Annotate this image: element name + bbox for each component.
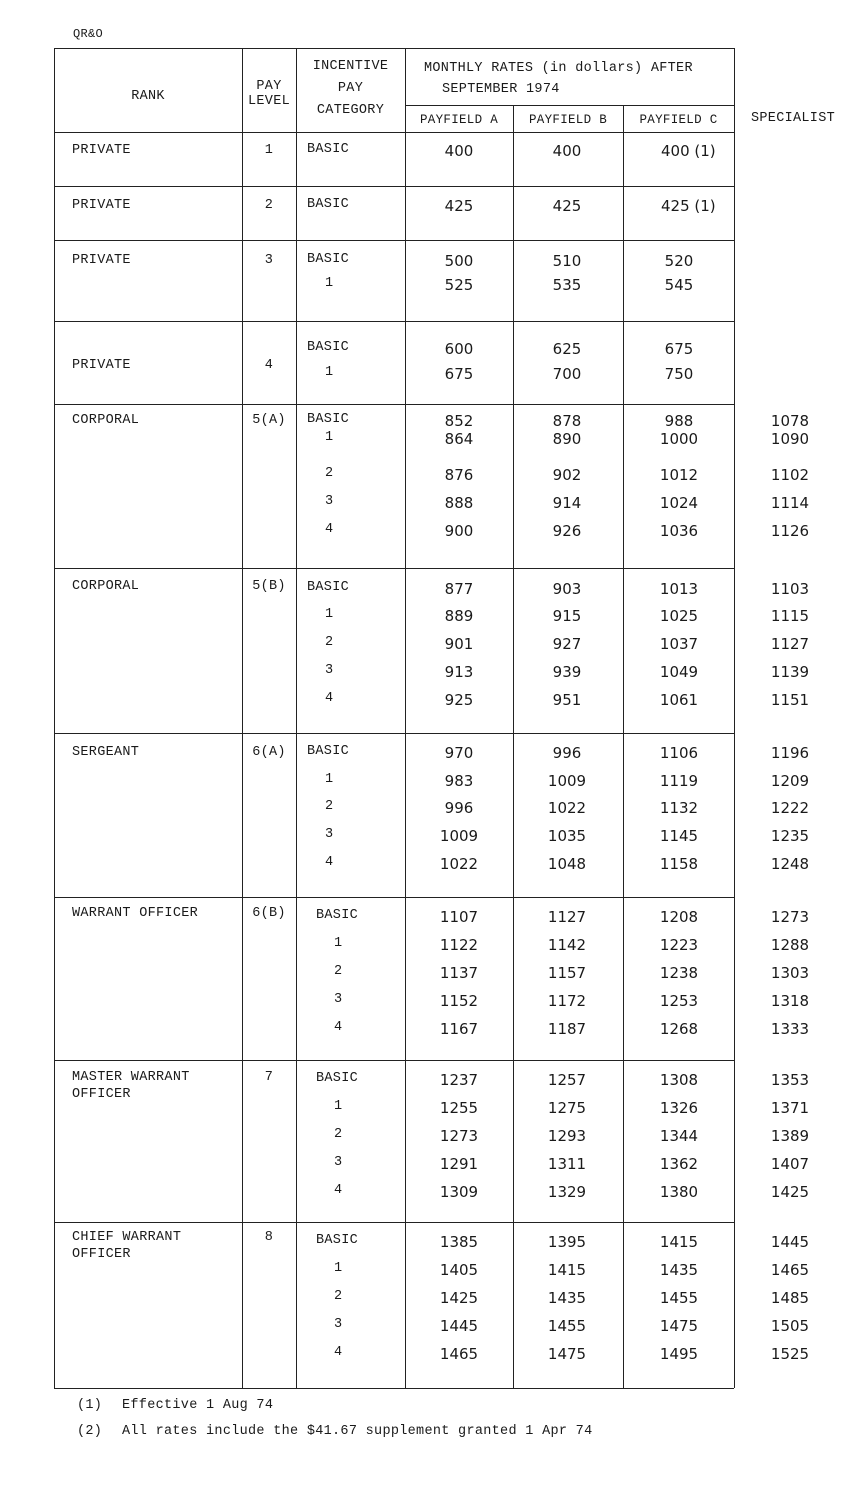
specialist-value: 1235 bbox=[770, 827, 810, 845]
incentive-category: 1 bbox=[325, 430, 334, 445]
rank-label: SERGEANT bbox=[72, 745, 140, 760]
payfield-a-value: 400 bbox=[444, 142, 474, 160]
payfield-a-value: 864 bbox=[444, 430, 474, 448]
payfield-a-value: 525 bbox=[444, 276, 474, 294]
column-divider-payfield-a bbox=[513, 105, 514, 1388]
payfield-c-value: 1013 bbox=[659, 580, 699, 598]
payfield-b-value: 425 bbox=[552, 197, 582, 215]
incentive-category: 1 bbox=[325, 772, 334, 787]
incentive-category: 3 bbox=[325, 663, 334, 678]
footnote-mark: (2) bbox=[77, 1424, 103, 1439]
payfield-a-value: 877 bbox=[444, 580, 474, 598]
payfield-b-value: 914 bbox=[552, 494, 582, 512]
specialist-value: 1151 bbox=[770, 691, 810, 709]
payfield-a-value: 1152 bbox=[439, 992, 479, 1010]
payfield-b-value: 700 bbox=[552, 365, 582, 383]
payfield-c-value: 1025 bbox=[659, 607, 699, 625]
rank-label: CHIEF WARRANT bbox=[72, 1230, 182, 1245]
payfield-c-value: 1495 bbox=[659, 1345, 699, 1363]
pay-level: 8 bbox=[264, 1230, 274, 1245]
payfield-a-value: 1122 bbox=[439, 936, 479, 954]
incentive-category: 2 bbox=[325, 635, 334, 650]
payfield-a-value: 1022 bbox=[439, 855, 479, 873]
payfield-a-value: 1385 bbox=[439, 1233, 479, 1251]
row-separator bbox=[54, 1222, 734, 1223]
row-separator bbox=[54, 321, 734, 322]
payfield-c-value: 1012 bbox=[659, 466, 699, 484]
header-monthly-rates: MONTHLY RATES (in dollars) AFTER bbox=[424, 61, 693, 76]
specialist-value: 1303 bbox=[770, 964, 810, 982]
incentive-category: 3 bbox=[325, 494, 334, 509]
payfield-a-value: 600 bbox=[444, 340, 474, 358]
incentive-category: 2 bbox=[325, 466, 334, 481]
payfield-b-value: 902 bbox=[552, 466, 582, 484]
header-payfield-b: PAYFIELD B bbox=[528, 113, 607, 127]
payfield-c-value: 1119 bbox=[659, 772, 699, 790]
incentive-category: 2 bbox=[334, 1289, 343, 1304]
payfield-a-value: 901 bbox=[444, 635, 474, 653]
payfield-a-value: 876 bbox=[444, 466, 474, 484]
specialist-value: 1126 bbox=[770, 522, 810, 540]
rank-label: CORPORAL bbox=[72, 413, 140, 428]
incentive-category: 3 bbox=[334, 992, 343, 1007]
header-pay-level-line: PAY bbox=[256, 79, 282, 94]
payfield-a-value: 1107 bbox=[439, 908, 479, 926]
incentive-category: 3 bbox=[334, 1317, 343, 1332]
row-separator bbox=[54, 1388, 734, 1389]
payfield-b-value: 878 bbox=[552, 412, 582, 430]
doc-ref: QR&O bbox=[73, 27, 104, 41]
payfield-b-value: 1035 bbox=[547, 827, 587, 845]
specialist-value: 1425 bbox=[770, 1183, 810, 1201]
incentive-category: 1 bbox=[325, 607, 334, 622]
pay-level: 5(B) bbox=[252, 579, 286, 594]
payfield-a-value: 1237 bbox=[439, 1071, 479, 1089]
specialist-value: 1209 bbox=[770, 772, 810, 790]
payfield-b-value: 1329 bbox=[547, 1183, 587, 1201]
payfield-a-value: 983 bbox=[444, 772, 474, 790]
payfield-b-value: 1293 bbox=[547, 1127, 587, 1145]
specialist-value: 1103 bbox=[770, 580, 810, 598]
specialist-value: 1389 bbox=[770, 1127, 810, 1145]
payfield-a-value: 1291 bbox=[439, 1155, 479, 1173]
payfield-c-value: 1132 bbox=[659, 799, 699, 817]
specialist-value: 1445 bbox=[770, 1233, 810, 1251]
rank-label: PRIVATE bbox=[72, 198, 131, 213]
rank-label: CORPORAL bbox=[72, 579, 140, 594]
pay-level: 6(B) bbox=[252, 906, 286, 921]
payfield-c-value: 545 bbox=[664, 276, 694, 294]
payfield-b-value: 1127 bbox=[547, 908, 587, 926]
payfield-b-value: 625 bbox=[552, 340, 582, 358]
payfield-b-value: 400 bbox=[552, 142, 582, 160]
rank-label: MASTER WARRANT bbox=[72, 1070, 190, 1085]
specialist-value: 1371 bbox=[770, 1099, 810, 1117]
specialist-value: 1115 bbox=[770, 607, 810, 625]
row-separator bbox=[54, 240, 734, 241]
specialist-value: 1505 bbox=[770, 1317, 810, 1335]
incentive-category: 4 bbox=[325, 855, 334, 870]
incentive-category: BASIC bbox=[307, 142, 350, 157]
payfield-c-value: 750 bbox=[664, 365, 694, 383]
specialist-value: 1465 bbox=[770, 1261, 810, 1279]
incentive-category: 1 bbox=[334, 1099, 343, 1114]
payfield-c-value: 1326 bbox=[659, 1099, 699, 1117]
specialist-value: 1353 bbox=[770, 1071, 810, 1089]
pay-level: 1 bbox=[264, 143, 274, 158]
rank-label: OFFICER bbox=[72, 1247, 131, 1262]
specialist-value: 1139 bbox=[770, 663, 810, 681]
payfield-b-value: 915 bbox=[552, 607, 582, 625]
payfield-b-value: 939 bbox=[552, 663, 582, 681]
payfield-c-value: 1024 bbox=[659, 494, 699, 512]
rank-label: PRIVATE bbox=[72, 143, 131, 158]
payfield-b-value: 951 bbox=[552, 691, 582, 709]
payfield-a-value: 888 bbox=[444, 494, 474, 512]
payfield-b-value: 1187 bbox=[547, 1020, 587, 1038]
header-specialist: SPECIALIST bbox=[751, 111, 836, 126]
payfield-c-value: 400 (1) bbox=[661, 142, 716, 160]
incentive-category: 4 bbox=[325, 522, 334, 537]
payfield-b-value: 1395 bbox=[547, 1233, 587, 1251]
payfield-c-value: 1455 bbox=[659, 1289, 699, 1307]
payfield-b-value: 1142 bbox=[547, 936, 587, 954]
specialist-value: 1407 bbox=[770, 1155, 810, 1173]
pay-level: 5(A) bbox=[252, 413, 286, 428]
payfield-a-value: 1255 bbox=[439, 1099, 479, 1117]
payfield-a-value: 1137 bbox=[439, 964, 479, 982]
payfield-c-value: 1158 bbox=[659, 855, 699, 873]
row-separator bbox=[54, 733, 734, 734]
incentive-category: 1 bbox=[325, 365, 334, 380]
specialist-value: 1273 bbox=[770, 908, 810, 926]
payfield-a-value: 852 bbox=[444, 412, 474, 430]
payfield-c-value: 1000 bbox=[659, 430, 699, 448]
payfield-c-value: 425 (1) bbox=[661, 197, 716, 215]
payfield-c-value: 520 bbox=[664, 252, 694, 270]
row-separator bbox=[54, 568, 734, 569]
rank-label: WARRANT OFFICER bbox=[72, 906, 199, 921]
payfield-c-value: 1037 bbox=[659, 635, 699, 653]
footnote-text: Effective 1 Aug 74 bbox=[122, 1398, 274, 1413]
payfield-c-value: 1208 bbox=[659, 908, 699, 926]
specialist-value: 1485 bbox=[770, 1289, 810, 1307]
payfield-c-value: 1238 bbox=[659, 964, 699, 982]
payfield-a-value: 889 bbox=[444, 607, 474, 625]
payfield-b-value: 510 bbox=[552, 252, 582, 270]
header-pay-level-line: LEVEL bbox=[247, 94, 290, 109]
specialist-value: 1102 bbox=[770, 466, 810, 484]
payfield-c-value: 1049 bbox=[659, 663, 699, 681]
payfield-c-value: 1475 bbox=[659, 1317, 699, 1335]
header-monthly-rates: SEPTEMBER 1974 bbox=[442, 82, 560, 97]
table-right-border bbox=[734, 48, 735, 1388]
incentive-category: BASIC bbox=[307, 580, 350, 595]
payfield-b-value: 535 bbox=[552, 276, 582, 294]
payfield-b-value: 1257 bbox=[547, 1071, 587, 1089]
incentive-category: 4 bbox=[334, 1020, 343, 1035]
payfield-c-value: 1036 bbox=[659, 522, 699, 540]
payfield-b-value: 903 bbox=[552, 580, 582, 598]
payfield-c-value: 1308 bbox=[659, 1071, 699, 1089]
pay-level: 7 bbox=[264, 1070, 274, 1085]
row-separator bbox=[54, 897, 734, 898]
payfield-c-value: 1268 bbox=[659, 1020, 699, 1038]
header-payfield-a: PAYFIELD A bbox=[419, 113, 498, 127]
payfield-b-value: 996 bbox=[552, 744, 582, 762]
rank-label: OFFICER bbox=[72, 1087, 131, 1102]
payfield-a-value: 1167 bbox=[439, 1020, 479, 1038]
payfield-c-value: 1435 bbox=[659, 1261, 699, 1279]
payfield-b-value: 927 bbox=[552, 635, 582, 653]
specialist-value: 1333 bbox=[770, 1020, 810, 1038]
specialist-value: 1114 bbox=[770, 494, 810, 512]
incentive-category: 4 bbox=[334, 1345, 343, 1360]
incentive-category: 1 bbox=[334, 936, 343, 951]
incentive-category: 3 bbox=[334, 1155, 343, 1170]
row-separator bbox=[54, 132, 734, 133]
incentive-category: BASIC bbox=[307, 340, 350, 355]
incentive-category: 2 bbox=[334, 964, 343, 979]
column-divider-payfield-b bbox=[623, 105, 624, 1388]
header-payfield-c: PAYFIELD C bbox=[639, 113, 718, 127]
payfield-c-value: 1380 bbox=[659, 1183, 699, 1201]
payfield-b-value: 1275 bbox=[547, 1099, 587, 1117]
rank-label: PRIVATE bbox=[72, 253, 131, 268]
specialist-value: 1222 bbox=[770, 799, 810, 817]
payfield-c-value: 1253 bbox=[659, 992, 699, 1010]
header-incentive-line: INCENTIVE bbox=[312, 59, 389, 74]
incentive-category: 1 bbox=[334, 1261, 343, 1276]
payfield-a-value: 1445 bbox=[439, 1317, 479, 1335]
payfield-c-value: 1344 bbox=[659, 1127, 699, 1145]
table-left-border bbox=[54, 48, 55, 1388]
pay-level: 2 bbox=[264, 198, 274, 213]
column-divider-category bbox=[405, 48, 406, 1388]
payfield-b-value: 1435 bbox=[547, 1289, 587, 1307]
incentive-category: 2 bbox=[334, 1127, 343, 1142]
incentive-category: BASIC bbox=[307, 197, 350, 212]
incentive-category: 2 bbox=[325, 799, 334, 814]
payfield-c-value: 988 bbox=[664, 412, 694, 430]
header-incentive-line: PAY bbox=[337, 81, 364, 96]
specialist-value: 1196 bbox=[770, 744, 810, 762]
pay-level: 3 bbox=[264, 253, 274, 268]
footnote-text: All rates include the $41.67 supplement granted 1 Apr 74 bbox=[122, 1424, 593, 1439]
row-separator bbox=[54, 404, 734, 405]
pay-level: 4 bbox=[264, 358, 274, 373]
row-separator bbox=[54, 1060, 734, 1061]
incentive-category: BASIC bbox=[316, 1233, 359, 1248]
payfield-a-value: 1309 bbox=[439, 1183, 479, 1201]
incentive-category: 4 bbox=[334, 1183, 343, 1198]
row-separator bbox=[54, 186, 734, 187]
footnote-mark: (1) bbox=[77, 1398, 103, 1413]
specialist-value: 1078 bbox=[770, 412, 810, 430]
column-divider-rank bbox=[242, 48, 243, 1388]
payfield-b-value: 1455 bbox=[547, 1317, 587, 1335]
rank-label: PRIVATE bbox=[72, 358, 131, 373]
payfield-b-value: 1022 bbox=[547, 799, 587, 817]
pay-level: 6(A) bbox=[252, 745, 286, 760]
payfield-b-value: 1009 bbox=[547, 772, 587, 790]
payfield-c-value: 1061 bbox=[659, 691, 699, 709]
payfield-b-value: 1415 bbox=[547, 1261, 587, 1279]
specialist-value: 1318 bbox=[770, 992, 810, 1010]
monthly-header-divider bbox=[405, 105, 734, 106]
payfield-a-value: 1425 bbox=[439, 1289, 479, 1307]
payfield-b-value: 1475 bbox=[547, 1345, 587, 1363]
payfield-b-value: 1172 bbox=[547, 992, 587, 1010]
payfield-b-value: 1157 bbox=[547, 964, 587, 982]
payfield-a-value: 1009 bbox=[439, 827, 479, 845]
payfield-a-value: 996 bbox=[444, 799, 474, 817]
specialist-value: 1127 bbox=[770, 635, 810, 653]
specialist-value: 1288 bbox=[770, 936, 810, 954]
payfield-a-value: 500 bbox=[444, 252, 474, 270]
header-rank: RANK bbox=[131, 89, 165, 104]
payfield-a-value: 1273 bbox=[439, 1127, 479, 1145]
payfield-c-value: 1362 bbox=[659, 1155, 699, 1173]
incentive-category: 3 bbox=[325, 827, 334, 842]
payfield-a-value: 900 bbox=[444, 522, 474, 540]
payfield-b-value: 1311 bbox=[547, 1155, 587, 1173]
payfield-a-value: 1405 bbox=[439, 1261, 479, 1279]
incentive-category: BASIC bbox=[307, 744, 350, 759]
table-top-border bbox=[54, 48, 734, 49]
specialist-value: 1525 bbox=[770, 1345, 810, 1363]
column-divider-level bbox=[296, 48, 297, 1388]
payfield-b-value: 926 bbox=[552, 522, 582, 540]
incentive-category: 4 bbox=[325, 691, 334, 706]
specialist-value: 1248 bbox=[770, 855, 810, 873]
payfield-c-value: 675 bbox=[664, 340, 694, 358]
payfield-c-value: 1106 bbox=[659, 744, 699, 762]
payfield-b-value: 1048 bbox=[547, 855, 587, 873]
payfield-a-value: 970 bbox=[444, 744, 474, 762]
incentive-category: BASIC bbox=[316, 908, 359, 923]
payfield-a-value: 425 bbox=[444, 197, 474, 215]
payfield-b-value: 890 bbox=[552, 430, 582, 448]
payfield-a-value: 913 bbox=[444, 663, 474, 681]
payfield-c-value: 1145 bbox=[659, 827, 699, 845]
payfield-a-value: 1465 bbox=[439, 1345, 479, 1363]
payfield-a-value: 675 bbox=[444, 365, 474, 383]
specialist-value: 1090 bbox=[770, 430, 810, 448]
incentive-category: 1 bbox=[325, 276, 334, 291]
incentive-category: BASIC bbox=[316, 1071, 359, 1086]
payfield-a-value: 925 bbox=[444, 691, 474, 709]
incentive-category: BASIC bbox=[307, 252, 350, 267]
header-incentive-line: CATEGORY bbox=[316, 103, 385, 118]
incentive-category: BASIC bbox=[307, 412, 350, 427]
payfield-c-value: 1415 bbox=[659, 1233, 699, 1251]
payfield-c-value: 1223 bbox=[659, 936, 699, 954]
